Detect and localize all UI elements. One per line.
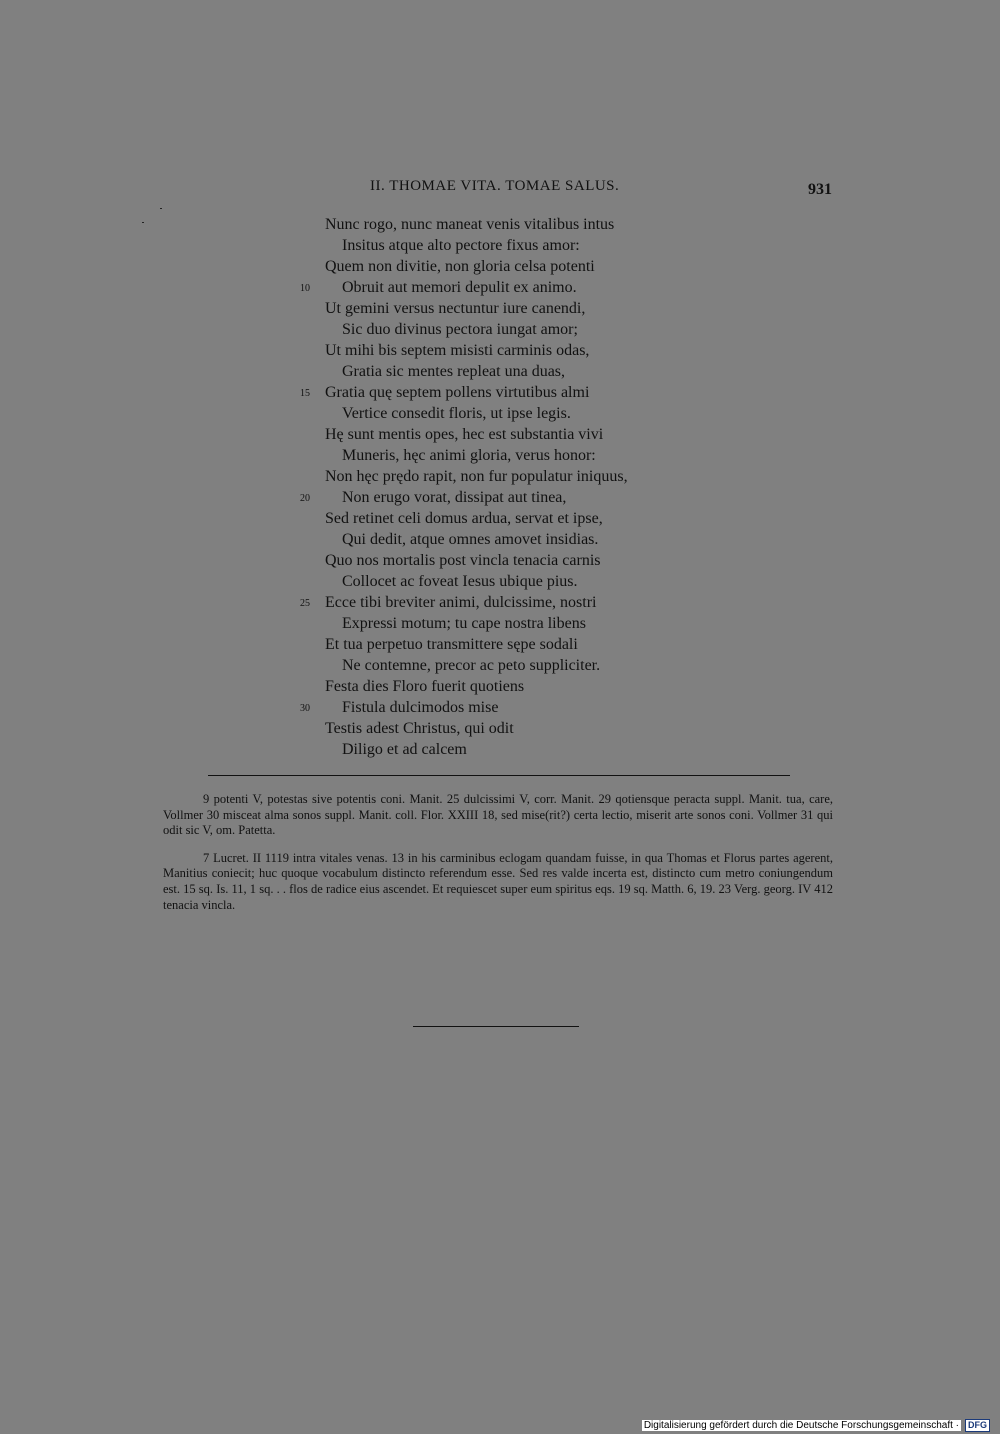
source-apparatus: 7 Lucret. II 1119 intra vitales venas. 13 in his carminibus eclogam quandam fuisse, in qua Thomas et Florus partes agerent, Manitius coniecit; huc quoque vocabulum distincto referendum esse. Sed res valde incerta est, distincto cum metro coniungendum est. 15 sq. Is. 11, 1 sq. . . flos de radice eius ascendet. Et requiescet super eum spiritus eqs. 19 sq. Matth. 6, 19. 23 Verg. georg. IV 412 tenacia vincla. bbox=[163, 850, 833, 912]
verse-text: Quo nos mortalis post vincla tenacia carnis bbox=[325, 552, 601, 569]
verse-text: Hę sunt mentis opes, hec est substantia vivi bbox=[325, 426, 604, 443]
verse-text: Ut gemini versus nectuntur iure canendi, bbox=[325, 300, 586, 317]
poem-line bbox=[280, 277, 740, 298]
line-number: 15 bbox=[300, 388, 310, 399]
poem-line bbox=[280, 445, 740, 466]
poem-line bbox=[280, 382, 740, 403]
line-number: 30 bbox=[300, 703, 310, 714]
verse-text: Obruit aut memori depulit ex animo. bbox=[342, 279, 577, 296]
verse-text: Quem non divitie, non gloria celsa potenti bbox=[325, 258, 595, 275]
verse-text: Nunc rogo, nunc maneat venis vitalibus intus bbox=[325, 216, 615, 233]
poem-line bbox=[280, 403, 740, 424]
line-number: 20 bbox=[300, 493, 310, 504]
poem-line bbox=[280, 466, 740, 487]
poem-line bbox=[280, 676, 740, 697]
poem-line bbox=[280, 739, 740, 760]
poem-line bbox=[280, 550, 740, 571]
footnote-divider bbox=[208, 775, 790, 776]
line-number: 10 bbox=[300, 283, 310, 294]
poem-line bbox=[280, 613, 740, 634]
poem-line bbox=[280, 235, 740, 256]
poem-line bbox=[280, 634, 740, 655]
verse-text: Insitus atque alto pectore fixus amor: bbox=[342, 237, 580, 254]
verse-text: Fistula dulcimodos mise bbox=[342, 699, 499, 716]
poem-line bbox=[280, 361, 740, 382]
verse-text: Muneris, hęc animi gloria, verus honor: bbox=[342, 447, 596, 464]
verse-text: Gratia quę septem pollens virtutibus almi bbox=[325, 384, 590, 401]
end-rule bbox=[413, 1026, 579, 1027]
verse-text: Diligo et ad calcem bbox=[342, 741, 467, 758]
verse-text: Sed retinet celi domus ardua, servat et ipse, bbox=[325, 510, 603, 527]
poem-line bbox=[280, 529, 740, 550]
line-number: 25 bbox=[300, 598, 310, 609]
verse-text: Ne contemne, precor ac peto suppliciter. bbox=[342, 657, 601, 674]
poem-line bbox=[280, 214, 740, 235]
verse-text: Collocet ac foveat Iesus ubique pius. bbox=[342, 573, 578, 590]
apparatus bbox=[163, 792, 833, 925]
footer-credit: Digitalisierung gefördert durch die Deutsche Forschungsgemeinschaft · bbox=[643, 1419, 959, 1431]
verse-text: Sic duo divinus pectora iungat amor; bbox=[342, 321, 578, 338]
poem-text bbox=[280, 214, 740, 760]
verse-text: Vertice consedit floris, ut ipse legis. bbox=[342, 405, 571, 422]
verse-text: Gratia sic mentes repleat una duas, bbox=[342, 363, 566, 380]
poem-line bbox=[280, 298, 740, 319]
dfg-logo-icon: DFG bbox=[965, 1419, 990, 1432]
scan-speck bbox=[142, 222, 144, 223]
page-number: 931 bbox=[808, 181, 832, 198]
verse-text: Et tua perpetuo transmittere sępe sodali bbox=[325, 636, 578, 653]
poem-line bbox=[280, 340, 740, 361]
poem-line bbox=[280, 697, 740, 718]
poem-line bbox=[280, 718, 740, 739]
verse-text: Ecce tibi breviter animi, dulcissime, nostri bbox=[325, 594, 597, 611]
poem-line bbox=[280, 256, 740, 277]
running-title: II. THOMAE VITA. TOMAE SALUS. bbox=[370, 178, 620, 194]
verse-text: Testis adest Christus, qui odit bbox=[325, 720, 514, 737]
poem-line bbox=[280, 508, 740, 529]
verse-text: Expressi motum; tu cape nostra libens bbox=[342, 615, 586, 632]
poem-line bbox=[280, 424, 740, 445]
poem-line bbox=[280, 487, 740, 508]
poem-line bbox=[280, 319, 740, 340]
verse-text: Ut mihi bis septem misisti carminis odas, bbox=[325, 342, 590, 359]
poem-line bbox=[280, 655, 740, 676]
scan-speck bbox=[160, 208, 162, 209]
critical-apparatus: 9 potenti V, potestas sive potentis coni. Manit. 25 dulcissimi V, corr. Manit. 29 qotiensque peracta suppl. Manit. tua, care, Vollmer 30 misceat alma sonos suppl. Manit. coll. Flor. XXIII 18, sed mise(rit?) certa lectio, miserit arte sonos coni. Vollmer 31 qui odit sic V, om. Patetta. bbox=[163, 792, 833, 838]
poem-line bbox=[280, 571, 740, 592]
verse-text: Non hęc prędo rapit, non fur populatur iniquus, bbox=[325, 468, 628, 485]
verse-text: Festa dies Floro fuerit quotiens bbox=[325, 678, 525, 695]
poem-line bbox=[280, 592, 740, 613]
verse-text: Qui dedit, atque omnes amovet insidias. bbox=[342, 531, 599, 548]
verse-text: Non erugo vorat, dissipat aut tinea, bbox=[342, 489, 567, 506]
digitization-footer bbox=[642, 1418, 990, 1432]
